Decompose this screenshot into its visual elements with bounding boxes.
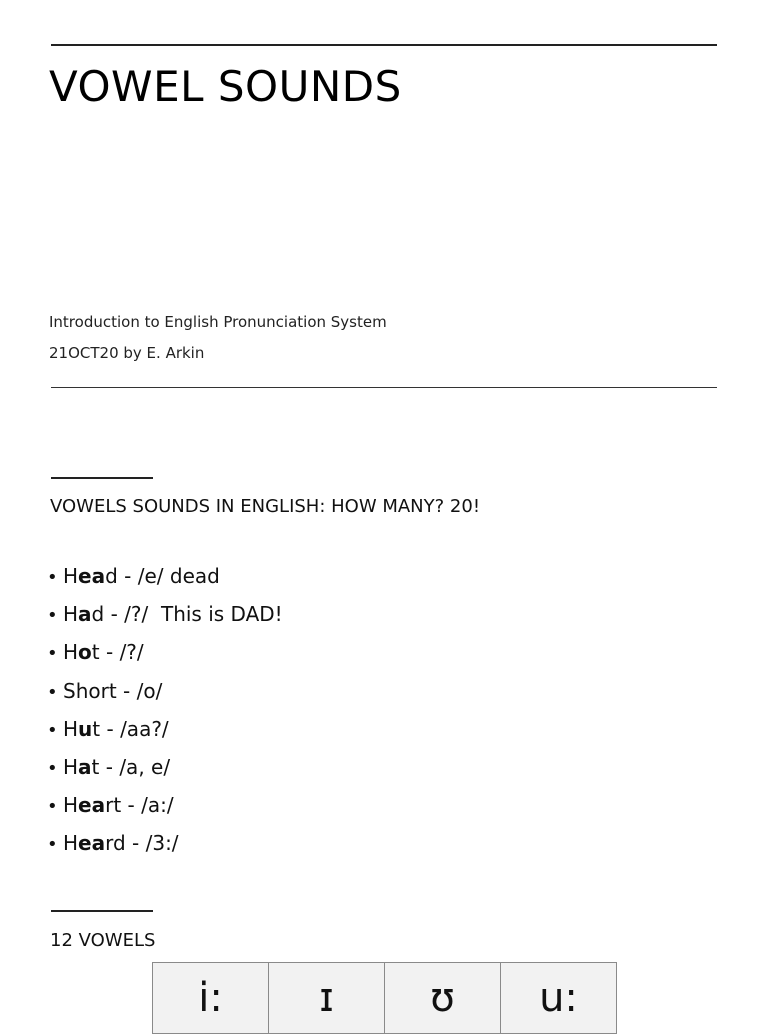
table-row [153,963,617,1034]
list-item: • Hot - /?/ [47,633,283,671]
vowel-symbol-cell: u: [501,963,617,1034]
vowel-symbol-table [152,962,617,1034]
section-heading-12-vowels: 12 VOWELS [50,930,156,951]
section-divider [51,910,153,912]
vowel-symbol-cell: i: [153,963,269,1034]
list-item: • Head - /e/ dead [47,557,283,595]
list-item: • Had - /?/ This is DAD! [47,595,283,633]
title-rule-bottom [51,387,717,388]
subtitle: Introduction to English Pronunciation System [49,313,387,331]
list-item: • Short - /o/ [47,672,283,710]
section-heading-vowel-count: VOWELS SOUNDS IN ENGLISH: HOW MANY? 20! [50,496,481,517]
title-rule-top [51,44,717,46]
section-divider [51,477,153,479]
vowel-symbol-cell: ʊ [385,963,501,1034]
page-title: VOWEL SOUNDS [49,62,402,111]
vowel-example-list [47,557,283,863]
bullet-icon: • [47,567,58,588]
bullet-icon: • [47,719,58,741]
list-item: • Hut - /aa?/ [47,710,283,748]
list-item: • Hat - /a, e/ [47,748,283,786]
byline: 21OCT20 by E. Arkin [49,344,205,362]
bullet-icon: • [47,605,58,627]
bullet-icon: • [47,643,58,665]
list-item: • Heart - /a:/ [47,786,283,824]
bullet-icon: • [47,796,58,818]
bullet-icon: • [47,681,58,703]
vowel-symbol-cell: ɪ [269,963,385,1034]
list-item: • Heard - /3:/ [47,824,283,862]
bullet-icon: • [47,757,58,779]
bullet-icon: • [47,834,58,856]
